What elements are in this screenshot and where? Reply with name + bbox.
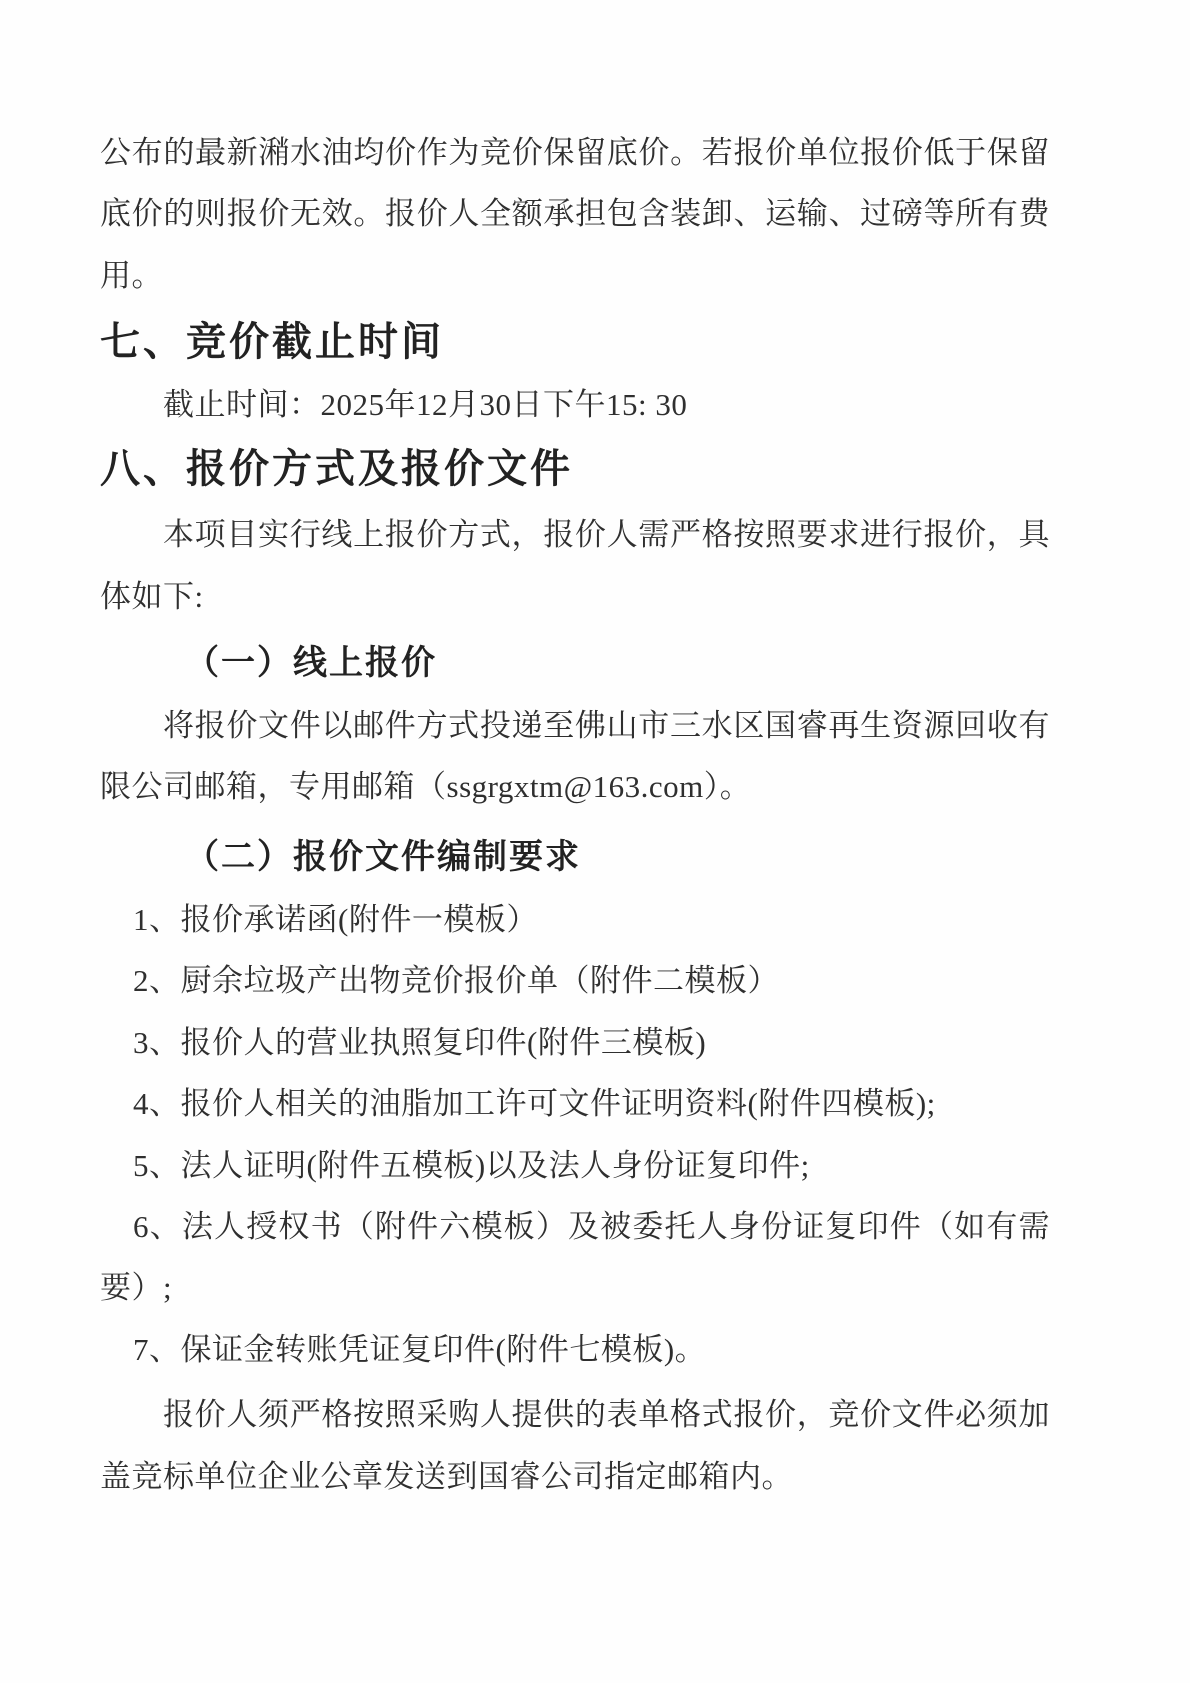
- list-item: 5、法人证明(附件五模板)以及法人身份证复印件;: [133, 1147, 810, 1183]
- list-item: 6、法人授权书（附件六模板）及被委托人身份证复印件（如有需要）;: [100, 1208, 1050, 1306]
- list-item: 1、报价承诺函(附件一模板）: [133, 901, 538, 937]
- intro-paragraph: 公布的最新潲水油均价作为竞价保留底价。若报价单位报价低于保留底价的则报价无效。报价人全额承担包含装卸、运输、过磅等所有费用。: [100, 135, 1050, 293]
- subsection-1-heading: （一）线上报价: [185, 644, 437, 683]
- section-8-heading: 八、报价方式及报价文件: [100, 447, 573, 492]
- section-7-heading: 七、竞价截止时间: [100, 320, 444, 365]
- section-8-intro-paragraph: 本项目实行线上报价方式，报价人需严格按照要求进行报价，具体如下:: [100, 517, 1050, 614]
- list-item: 3、报价人的营业执照复印件(附件三模板): [133, 1024, 707, 1060]
- subsection-2-heading: （二）报价文件编制要求: [185, 838, 581, 877]
- list-item: 7、保证金转账凭证复印件(附件七模板)。: [133, 1331, 707, 1367]
- subsection-1-paragraph: 将报价文件以邮件方式投递至佛山市三水区国睿再生资源回收有限公司邮箱，专用邮箱（ssgrgxtm@163.com）。: [100, 707, 1050, 805]
- list-item: 4、报价人相关的油脂加工许可文件证明资料(附件四模板);: [133, 1086, 936, 1122]
- deadline-line: 截止时间：2025年12月30日下午15: 30: [163, 386, 688, 422]
- document-content: [100, 122, 1050, 1507]
- closing-paragraph: 报价人须严格按照采购人提供的表单格式报价，竞价文件必须加盖竞标单位企业公章发送到国睿公司指定邮箱内。: [100, 1397, 1050, 1494]
- list-item: 2、厨余垃圾产出物竞价报价单（附件二模板）: [133, 963, 779, 999]
